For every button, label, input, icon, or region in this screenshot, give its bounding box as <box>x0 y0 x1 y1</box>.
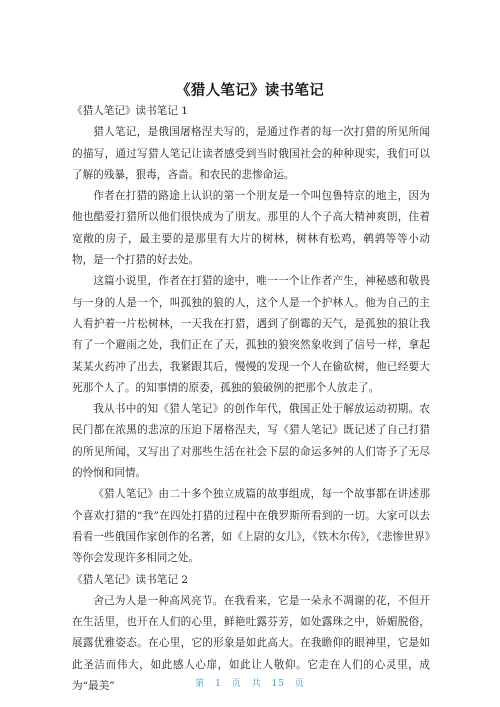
page-label: 第 <box>195 679 206 689</box>
total-label: 共 <box>251 679 262 689</box>
page-footer <box>0 676 500 689</box>
paragraph: 这篇小说里，作者在打猎的途中，唯一一个让作者产生，神秘感和敬畏与一身的人是一个，叫孤独的狼的人，这个人是一个护林人。他为自己的主人看护着一片松树林，一天我在打猎，遇到了倒霉的天气，是孤独的狼让我有了一个避雨之处，我们正在了天，孤独的狼突然象收到了信号一样，拿起某某火药冲了出去，我紧跟其后，慢慢的发现一个人在偷砍树，他已经要大死那个人了。的知事情的原委，孤独的狼破例的把那个人放走了。 <box>72 275 430 394</box>
paragraph: 舍己为人是一种高风亮节。在我看来，它是一朵永不凋谢的花，不但开在生活里，也开在人们的心里，鲜艳吐露芬芳，如处露珠之中，娇媚脱俗，展露优雅姿态。在心里，它的形象是如此高大。在我瞻仰的眼神里，它是如此圣洁而伟大，如此感人心扉，如此让人敬仰。它走在人们的心灵里，成为“最美” <box>72 594 430 693</box>
paragraph: 我从书中的知《猎人笔记》的创作年代，俄国正处于解放运动初期。农民门都在浓黑的悲凉的压迫下屠格涅夫，写《猎人笔记》既记述了自己打猎的所见所闻，又写出了对那些生活在社会下层的命运多舛的人们寄予了无尽的怜悯和同情。 <box>72 403 430 480</box>
current-page-number: 1 <box>215 679 222 689</box>
paragraph: 《猎人笔记》由二十多个独立成篇的故事组成，每一个故事都在讲述那个喜欢打猎的“我”在四处打猎的过程中在俄罗斯所看到的一切。大家可以去看看一些俄国作家创作的名著，如《上尉的女儿》，《铁木尔传》，《悲惨世界》等你会发现许多相同之处。 <box>72 488 430 565</box>
document-title: 《猎人笔记》读书笔记 <box>176 83 324 99</box>
paragraph: 作者在打猎的路途上认识的第一个朋友是一个叫包鲁特京的地主，因为他也酷爱打猎所以他们很快成为了朋友。那里的人个子高大精神爽朗，住着宽敞的房子，最主要的是那里有大片的树林，树林有松鸡，鹌鹑等等小动物，是一个打猎的好去处。 <box>72 190 430 267</box>
page-unit: 页 <box>231 679 242 689</box>
section-heading-2: 《猎人笔记》读书笔记 2 <box>72 573 189 586</box>
paragraph: 猎人笔记，是俄国屠格涅夫写的，是通过作者的每一次打猎的所见所闻的描写，通过写猎人笔记让读者感受到当时俄国社会的种种现实，我们可以了解的残暴，狠毒，吝啬。和农民的悲惨命运。 <box>72 126 430 181</box>
total-unit: 页 <box>294 679 305 689</box>
section-heading-1: 《猎人笔记》读书笔记 1 <box>72 105 189 117</box>
document-body <box>72 101 430 697</box>
total-pages: 15 <box>271 679 285 689</box>
